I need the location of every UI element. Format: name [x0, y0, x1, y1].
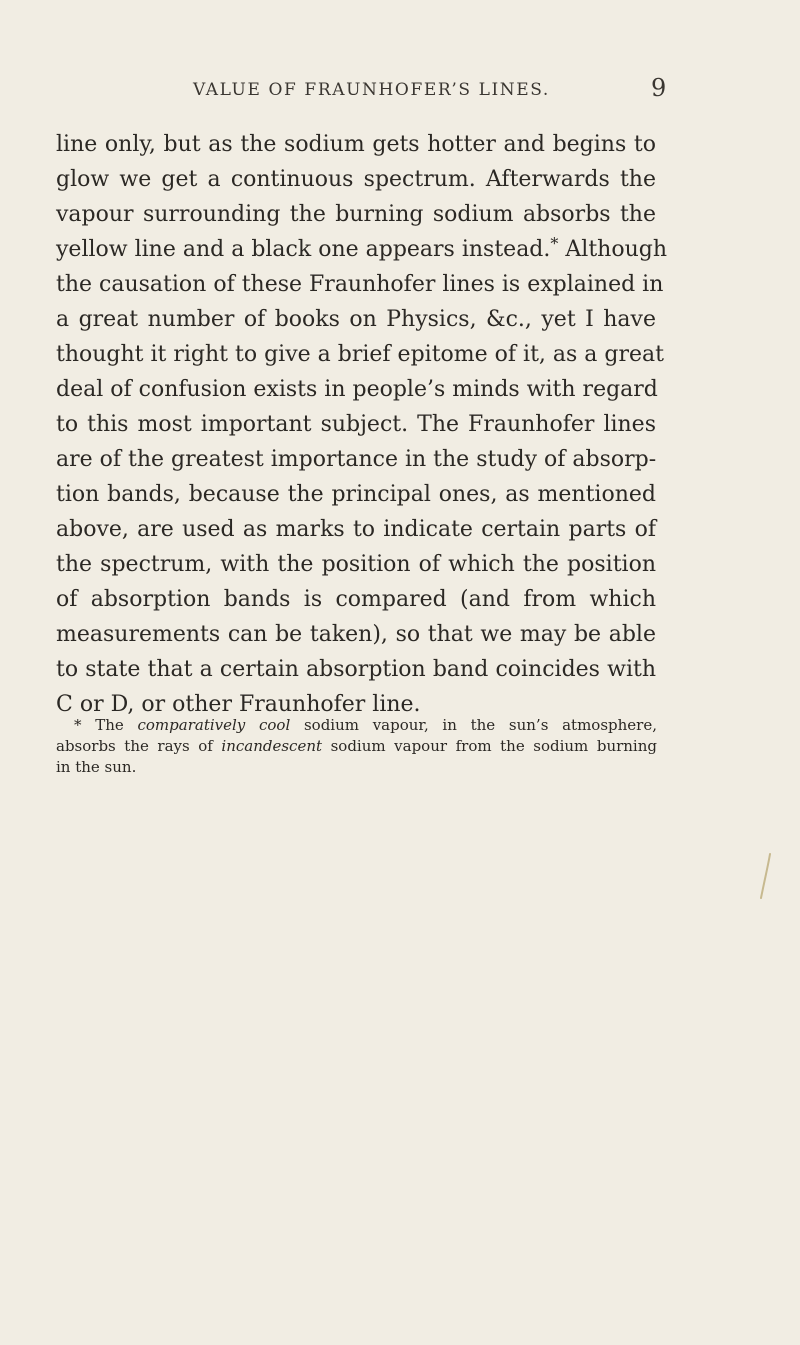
footnote-emphasis: incandescent	[221, 737, 323, 755]
footnote-emphasis: comparatively cool	[137, 716, 291, 734]
text-line: to state that a certain absorption band coincides with	[56, 657, 656, 682]
footnote-line	[56, 715, 657, 736]
text-line: thought it right to give a brief epitome of it, as a great	[56, 342, 664, 367]
running-head: VALUE OF FRAUNHOFER’S LINES.	[193, 80, 550, 100]
text-line: C or D, or other Fraunhofer line.	[56, 692, 421, 717]
footnote-marker: *	[550, 234, 559, 253]
text-line: line only, but as the sodium gets hotter and begins to	[56, 132, 656, 157]
text-line: measurements can be taken), so that we may be able	[56, 622, 656, 647]
body-text	[56, 127, 667, 722]
footnote-text: absorbs the rays of	[56, 737, 222, 755]
text-line: the causation of these Fraunhofer lines is explained in	[56, 272, 664, 297]
footnote-text: sodium vapour, in the sun’s atmosphere,	[290, 716, 657, 734]
footnote-text: The	[95, 716, 138, 734]
footnote-text: sodium vapour from the sodium burning	[322, 737, 657, 755]
text-line: glow we get a continuous spectrum. Afterwards the	[56, 167, 656, 192]
text-line: above, are used as marks to indicate certain parts of	[56, 517, 656, 542]
footnote-line: in the sun.	[56, 758, 137, 776]
footnote	[56, 715, 657, 778]
text-line-part: yellow line and a black one appears instead.	[56, 237, 551, 262]
text-line: vapour surrounding the burning sodium absorbs the	[56, 202, 656, 227]
footnote-marker: *	[74, 716, 82, 734]
text-line: are of the greatest importance in the study of absorp-	[56, 447, 657, 472]
pencil-mark	[756, 852, 776, 902]
text-line: to this most important subject. The Fraunhofer lines	[56, 412, 656, 437]
text-line: of absorption bands is compared (and from which	[56, 587, 656, 612]
page-number: 9	[651, 74, 667, 102]
text-line: a great number of books on Physics, &c., yet I have	[56, 307, 656, 332]
text-line: tion bands, because the principal ones, as mentioned	[56, 482, 656, 507]
text-line	[56, 232, 667, 267]
footnote-line	[56, 736, 657, 757]
text-line: the spectrum, with the position of which the position	[56, 552, 656, 577]
text-line: deal of confusion exists in people’s minds with regard	[56, 377, 658, 402]
text-line-part: Although	[565, 237, 667, 262]
